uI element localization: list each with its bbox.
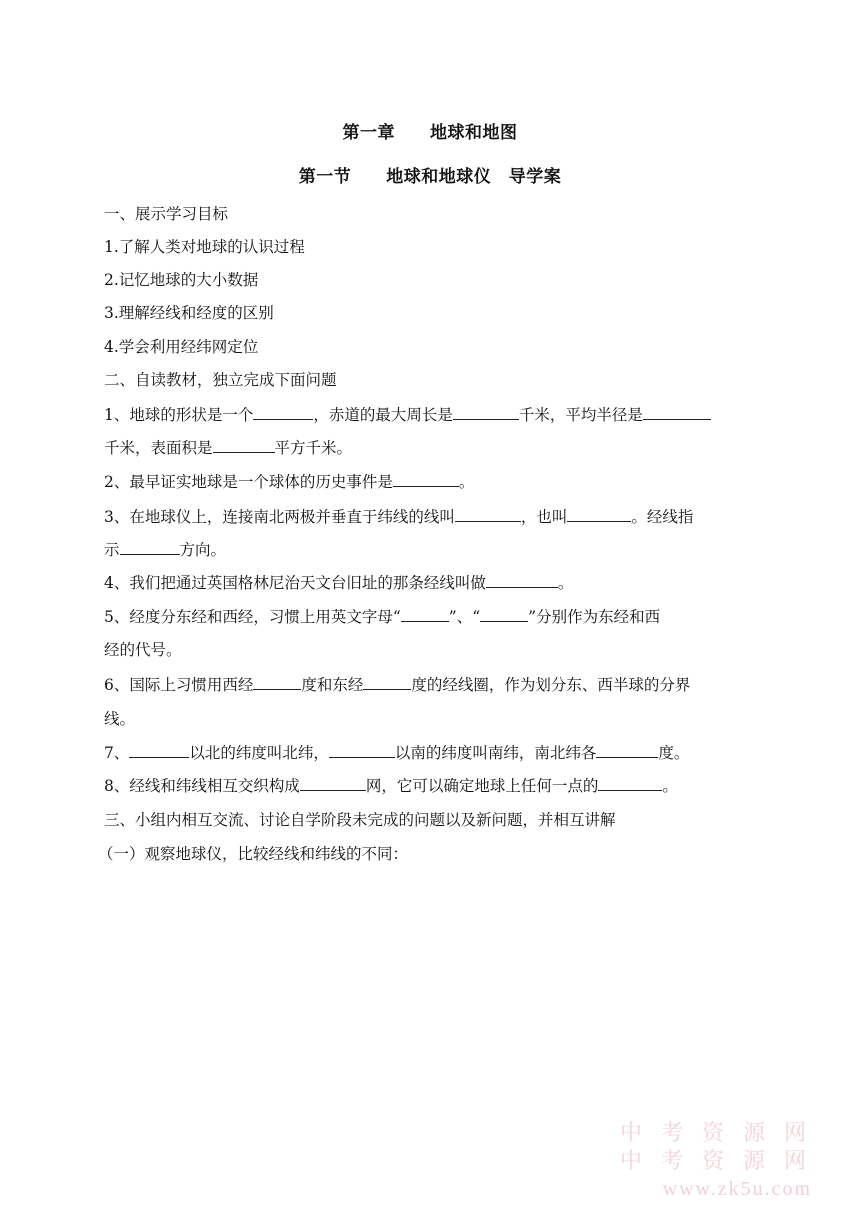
question-6-line2: 线。 bbox=[104, 710, 136, 728]
watermark-text: 中 考 资 源 网 bbox=[620, 1149, 812, 1174]
answer-blank[interactable] bbox=[598, 776, 662, 791]
goal-item: 1.了解人类对地球的认识过程 bbox=[104, 238, 305, 256]
watermark-text: 中 考 资 源 网 bbox=[620, 1121, 812, 1146]
answer-blank[interactable] bbox=[253, 675, 301, 690]
watermark-url: www.zk5u.com bbox=[662, 1178, 812, 1200]
chapter-title: 第一章 地球和地图 bbox=[342, 123, 518, 143]
answer-blank[interactable] bbox=[453, 405, 519, 420]
question-5-line2: 经的代号。 bbox=[104, 641, 182, 659]
answer-blank[interactable] bbox=[596, 743, 658, 758]
answer-blank[interactable] bbox=[129, 743, 189, 758]
section-title: 第一节 地球和地球仪 导学案 bbox=[298, 167, 562, 187]
goal-item: 2.记忆地球的大小数据 bbox=[104, 271, 259, 289]
question-2: 2、最早证实地球是一个球体的历史事件是 。 bbox=[104, 473, 475, 491]
answer-blank[interactable] bbox=[329, 743, 395, 758]
answer-blank[interactable] bbox=[300, 776, 366, 791]
question-7: 7、 以北的纬度叫北纬， 以南的纬度叫南纬，南北纬各 度。 bbox=[104, 744, 690, 762]
answer-blank[interactable] bbox=[393, 472, 459, 487]
answer-blank[interactable] bbox=[253, 405, 313, 420]
part3-heading: 三、小组内相互交流、讨论自学阶段未完成的问题以及新问题，并相互讲解 bbox=[104, 811, 616, 829]
part2-heading: 二、自读教材，独立完成下面问题 bbox=[104, 371, 337, 389]
answer-blank[interactable] bbox=[567, 507, 631, 522]
answer-blank[interactable] bbox=[213, 438, 275, 453]
answer-blank[interactable] bbox=[643, 405, 711, 420]
part1-heading: 一、展示学习目标 bbox=[104, 205, 229, 223]
question-1-line2: 千米，表面积是 平方千米。 bbox=[104, 439, 353, 457]
watermark-logo bbox=[620, 1120, 812, 1201]
question-3-line1: 3、在地球仪上，连接南北两极并垂直于纬线的线叫 ，也叫 。经线指 bbox=[104, 508, 694, 526]
question-8: 8、经线和纬线相互交织构成 网，它可以确定地球上任何一点的 。 bbox=[104, 777, 678, 795]
question-5-line1: 5、经度分东经和西经，习惯上用英文字母“ ”、“ ”分别作为东经和西 bbox=[104, 608, 661, 626]
answer-blank[interactable] bbox=[401, 607, 449, 622]
answer-blank[interactable] bbox=[480, 607, 528, 622]
part3-sub1: （一）观察地球仪，比较经线和纬线的不同： bbox=[98, 845, 409, 863]
question-4: 4、我们把通过英国格林尼治天文台旧址的那条经线叫做 。 bbox=[104, 574, 574, 592]
answer-blank[interactable] bbox=[455, 507, 521, 522]
answer-blank[interactable] bbox=[120, 540, 180, 555]
answer-blank[interactable] bbox=[486, 573, 558, 588]
question-6-line1: 6、国际上习惯用西经 度和东经 度的经线圈，作为划分东、西半球的分界 bbox=[104, 676, 691, 694]
question-1-line1: 1、地球的形状是一个 ，赤道的最大周长是 千米，平均半径是 bbox=[104, 405, 764, 425]
goal-item: 4.学会利用经纬网定位 bbox=[104, 338, 259, 356]
answer-blank[interactable] bbox=[363, 675, 411, 690]
question-3-line2: 示 方向。 bbox=[104, 541, 227, 559]
goal-item: 3.理解经线和经度的区别 bbox=[104, 304, 274, 322]
